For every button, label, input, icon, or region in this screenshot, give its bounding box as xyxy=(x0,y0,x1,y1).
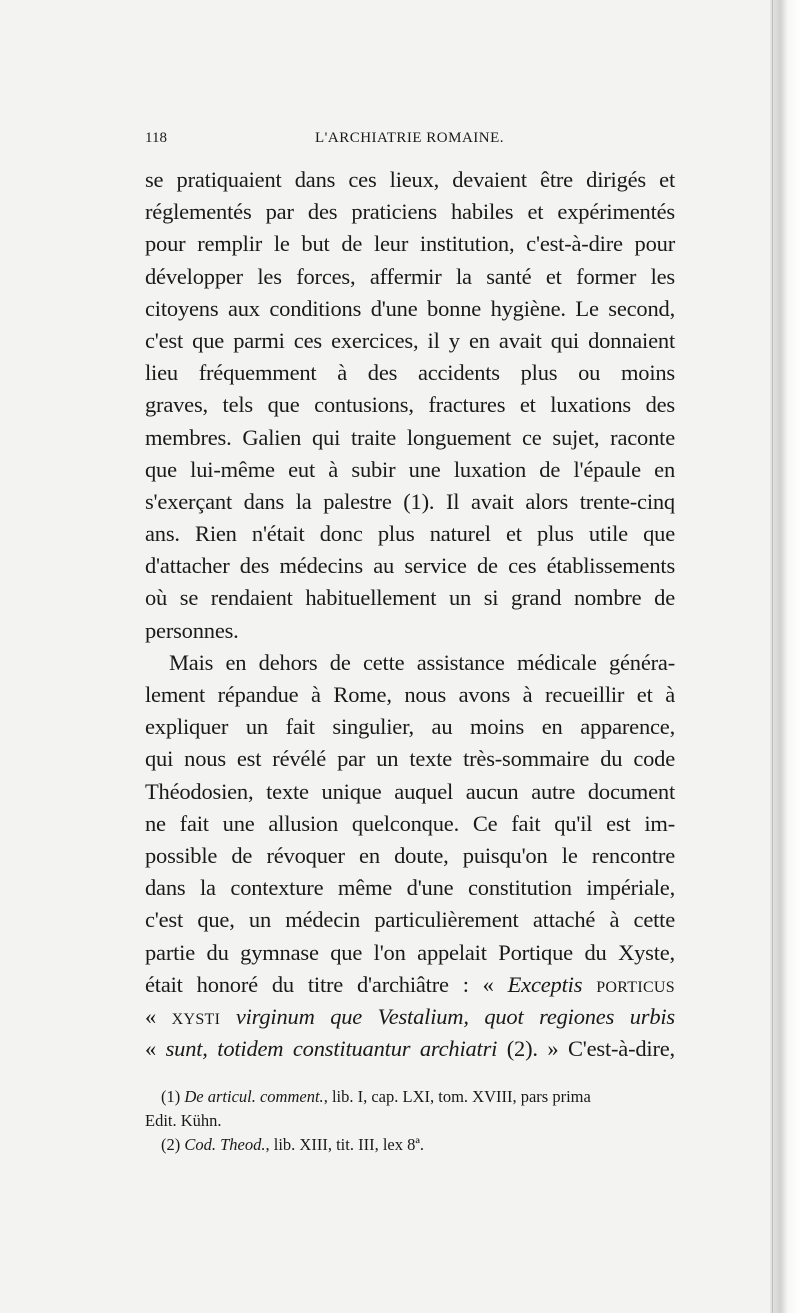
footnote-1-continued: Edit. Kühn. xyxy=(145,1111,222,1130)
quote-intro: était honoré du titre d'archiâtre : « xyxy=(145,971,508,997)
page-edge-shadow xyxy=(770,0,800,1313)
quote-close: (2). » C'est-à-dire, xyxy=(497,1036,675,1062)
body-line: personnes. xyxy=(145,617,239,643)
footnote-title: Cod. Theod. xyxy=(184,1135,266,1154)
footnote-2 xyxy=(145,1133,675,1157)
body-line: c'est que, un médecin particulièrement attaché à cette xyxy=(145,907,675,933)
body-line: s'exerçant dans la palestre (1). Il avait alors trente-cinq xyxy=(145,488,675,514)
quote-mark: « xyxy=(145,1003,172,1029)
body-line-quote xyxy=(145,1001,675,1033)
body-line: ne fait une allusion quelconque. Ce fait qu'il est im- xyxy=(145,810,675,836)
latin-italic: Exceptis xyxy=(507,971,583,997)
body-line: graves, tels que contusions, fractures et luxations des xyxy=(145,392,675,418)
latin-small-caps: xysti xyxy=(171,1003,221,1029)
footnote-marker: (2) xyxy=(161,1135,181,1154)
body-line: partie du gymnase que l'on appelait Portique du Xyste, xyxy=(145,939,675,965)
body-line: d'attacher des médecins au service de ces établissements xyxy=(145,553,675,579)
body-line: ans. Rien n'était donc plus naturel et plus utile que xyxy=(145,521,675,547)
body-line: c'est que parmi ces exercices, il y en avait qui donnaient xyxy=(145,327,675,353)
running-head xyxy=(145,130,675,152)
body-text xyxy=(145,164,675,1065)
body-line: qui nous est révélé par un texte très-sommaire du code xyxy=(145,746,675,772)
body-line: se pratiquaient dans ces lieux, devaient être dirigés et xyxy=(145,167,675,192)
footnote-text: , lib. I, cap. LXI, tom. XVIII, pars prima xyxy=(323,1087,591,1106)
page-number: 118 xyxy=(145,130,167,146)
latin-italic: virginum que Vestalium, quot regiones urbis xyxy=(235,1003,675,1029)
body-line-quote-start xyxy=(145,969,675,1001)
page-edge-line xyxy=(772,0,773,1313)
footnotes xyxy=(145,1085,675,1157)
footnote-title: De articul. comment. xyxy=(184,1087,324,1106)
latin-italic: sunt, totidem constituantur archiatri xyxy=(165,1036,498,1062)
body-line: dans la contexture même d'une constitution impériale, xyxy=(145,875,675,901)
body-line-quote-end xyxy=(145,1033,675,1065)
body-line: expliquer un fait singulier, au moins en apparence, xyxy=(145,714,675,740)
body-line: que lui-même eut à subir une luxation de l'épaule en xyxy=(145,456,675,482)
body-line: Mais en dehors de cette assistance médicale généra- xyxy=(169,649,675,675)
footnote-marker: (1) xyxy=(161,1087,181,1106)
footnote-1 xyxy=(145,1085,675,1109)
body-line: développer les forces, affermir la santé et former les xyxy=(145,263,675,289)
body-line: membres. Galien qui traite longuement ce sujet, raconte xyxy=(145,424,675,450)
latin-small-caps: porticus xyxy=(596,971,675,997)
body-line: possible de révoquer en doute, puisqu'on le rencontre xyxy=(145,842,675,868)
body-line: Théodosien, texte unique auquel aucun autre document xyxy=(145,778,675,804)
body-line: réglementés par des praticiens habiles et expérimentés xyxy=(145,199,675,225)
running-title: L'ARCHIATRIE ROMAINE. xyxy=(315,130,505,146)
body-line: lieu fréquemment à des accidents plus ou moins xyxy=(145,360,675,386)
body-line: citoyens aux conditions d'une bonne hygiène. Le second, xyxy=(145,295,675,321)
quote-mark: « xyxy=(145,1036,166,1062)
body-line: lement répandue à Rome, nous avons à recueillir et à xyxy=(145,682,675,707)
body-line: pour remplir le but de leur institution, c'est-à-dire pour xyxy=(145,231,675,257)
body-line: où se rendaient habituellement un si grand nombre de xyxy=(145,585,675,611)
footnote-text: , lib. XIII, tit. III, lex 8ª. xyxy=(265,1135,425,1154)
